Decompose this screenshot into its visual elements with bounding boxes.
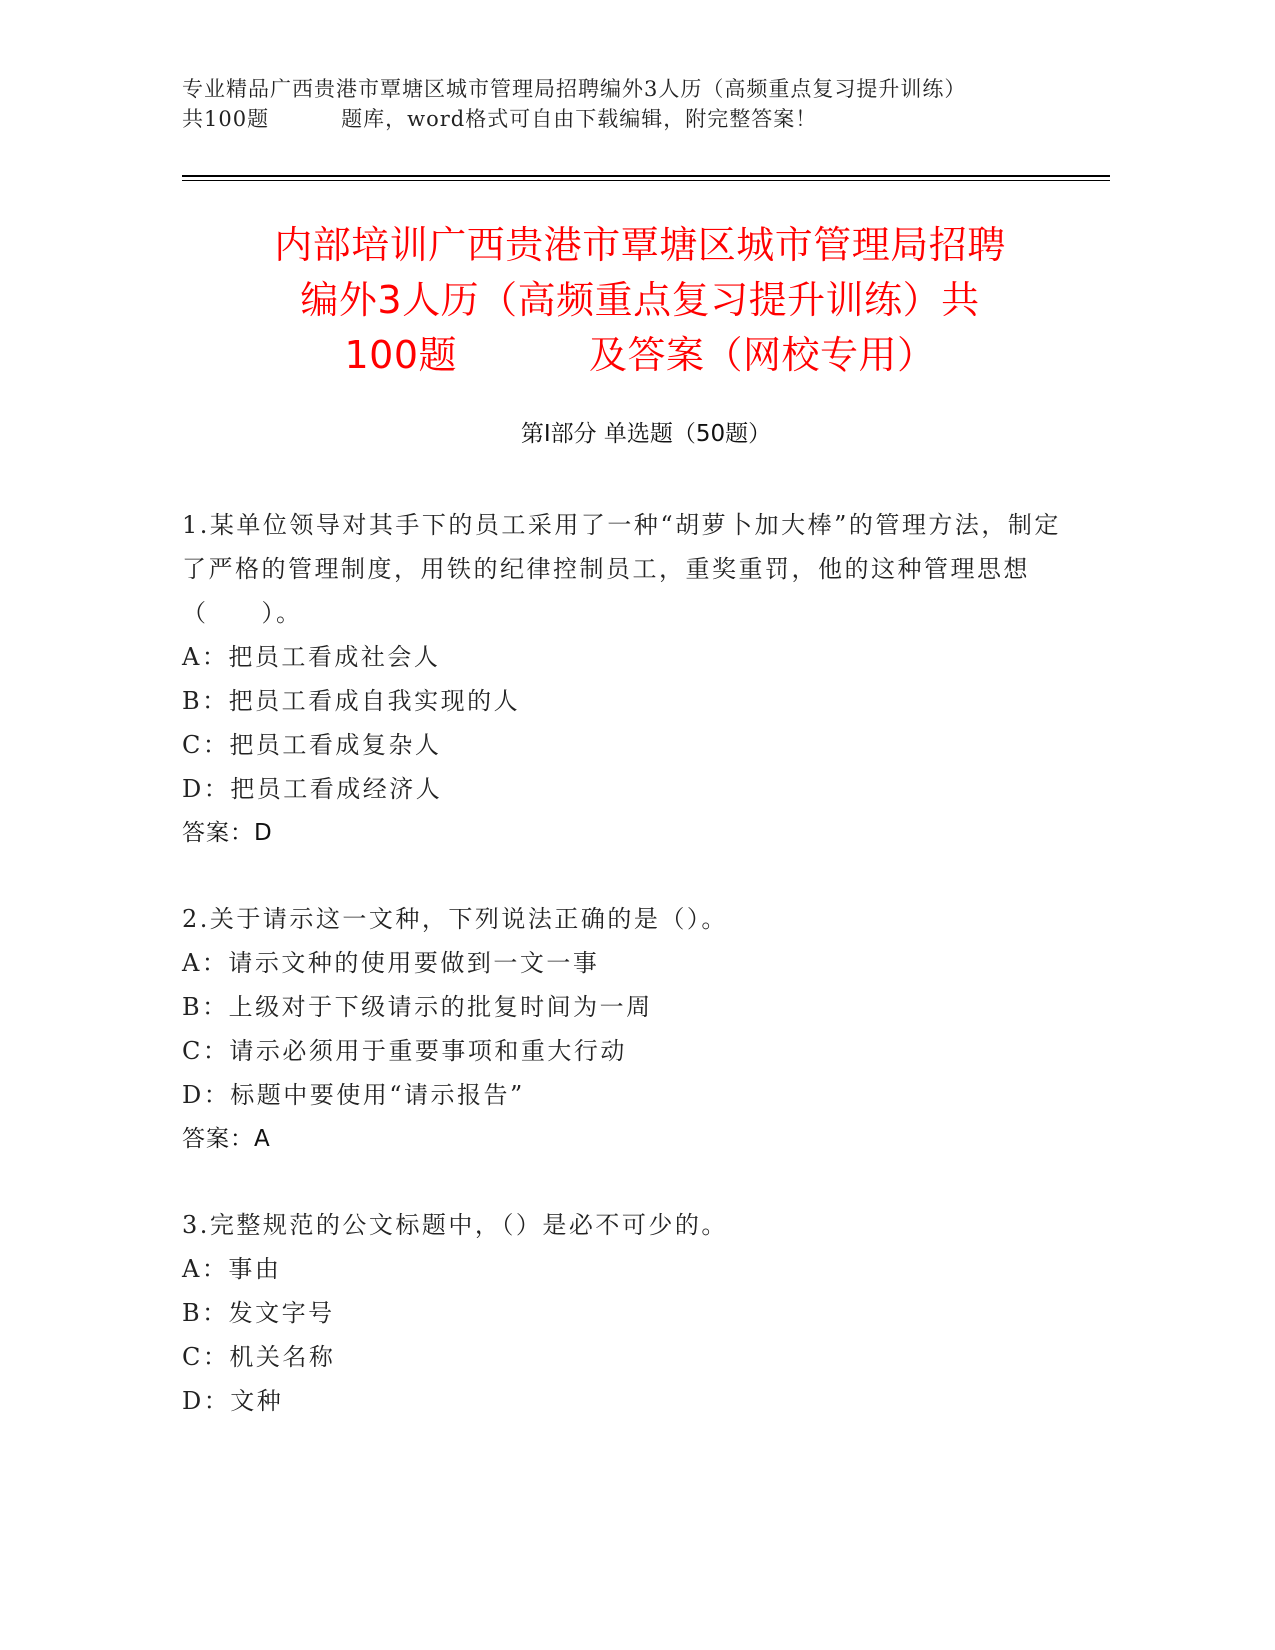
header-line-2: [182, 104, 1082, 134]
option-c: C：把员工看成复杂人: [182, 731, 442, 759]
answer: 答案：A: [182, 1126, 271, 1152]
page-header: [182, 74, 1082, 134]
option-a: A：把员工看成社会人: [182, 643, 441, 671]
question-3: [182, 1203, 1062, 1423]
answer: 答案：D: [182, 820, 273, 846]
question-list: [182, 503, 1062, 1423]
header-line-1: 专业精品广西贵港市覃塘区城市管理局招聘编外3人历（高频重点复习提升训练）: [182, 77, 967, 101]
header-divider-thin: [182, 180, 1110, 181]
title-line-3: [170, 328, 1110, 383]
question-stem: 2.关于请示这一文种，下列说法正确的是（）。: [182, 905, 728, 933]
option-d: D：标题中要使用“请示报告”: [182, 1081, 525, 1109]
question-1: [182, 503, 1062, 855]
question-spacer: [182, 855, 1062, 897]
option-a: A：请示文种的使用要做到一文一事: [182, 949, 600, 977]
question-spacer: [182, 1161, 1062, 1203]
option-d: D：文种: [182, 1387, 284, 1415]
document-title: [170, 218, 1110, 383]
option-b: B：上级对于下级请示的批复时间为一周: [182, 993, 653, 1021]
option-c: C：机关名称: [182, 1343, 336, 1371]
title-line-1: 内部培训广西贵港市覃塘区城市管理局招聘: [274, 223, 1006, 267]
section-title: 第Ⅰ部分 单选题（50题）: [520, 421, 772, 447]
option-b: B：发文字号: [182, 1299, 335, 1327]
header-divider-thick: [182, 175, 1110, 177]
question-stem: 3.完整规范的公文标题中，（）是必不可少的。: [182, 1211, 728, 1239]
header-question-count: 共100题: [182, 107, 270, 131]
option-b: B：把员工看成自我实现的人: [182, 687, 521, 715]
option-a: A：事由: [182, 1255, 282, 1283]
question-2: [182, 897, 1062, 1161]
title-line-3-suffix: 及答案（网校专用）: [589, 333, 936, 377]
title-line-3-count: 100题: [344, 333, 457, 377]
title-line-2: 编外3人历（高频重点复习提升训练）共: [300, 278, 980, 322]
option-d: D：把员工看成经济人: [182, 775, 443, 803]
option-c: C：请示必须用于重要事项和重大行动: [182, 1037, 627, 1065]
question-stem: 1.某单位领导对其手下的员工采用了一种“胡萝卜加大棒”的管理方法，制定了严格的管理制度，用铁的纪律控制员工，重奖重罚，他的这种管理思想（ ）。: [182, 511, 1061, 627]
header-description: 题库，word格式可自由下载编辑，附完整答案！: [341, 107, 818, 131]
